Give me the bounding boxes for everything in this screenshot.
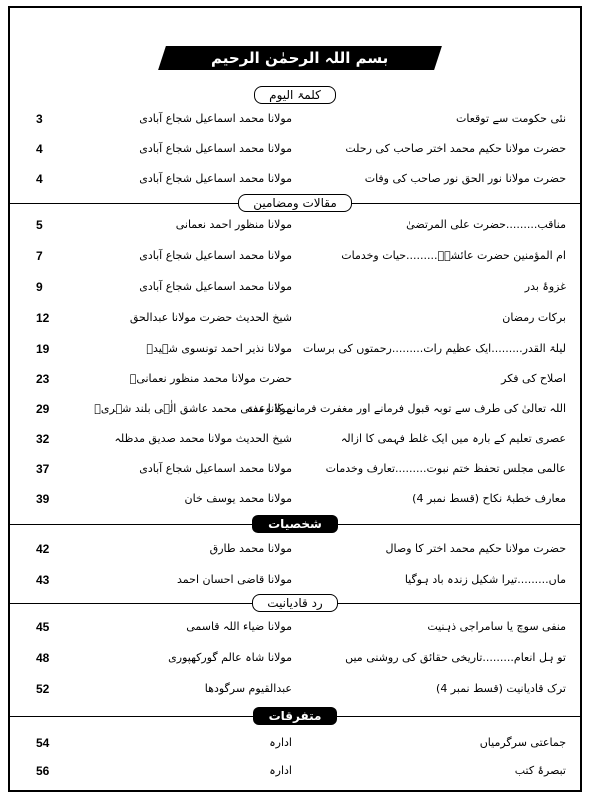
entry-author: ادارہ <box>269 764 292 777</box>
entry-title: حضرت مولانا حکیم محمد اختر کا وصال <box>385 542 566 555</box>
section-label: رد قادیانیت <box>252 594 337 612</box>
entry-author: عبدالقیوم سرگودھا <box>204 682 292 695</box>
entry-page-number: 23 <box>36 372 50 386</box>
entry-author: مولانا محمد اسماعیل شجاع آبادی <box>139 249 292 262</box>
entry-title: نئی حکومت سے توقعات <box>456 112 566 125</box>
entry-author: مولانا محمد اسماعیل شجاع آبادی <box>139 172 292 185</box>
entry-title: حضرت مولانا حکیم محمد اختر صاحب کی رحلت <box>345 142 566 155</box>
entry-title: ترک قادیانیت (قسط نمبر 4) <box>436 682 566 695</box>
bismillah-banner <box>158 46 442 70</box>
entry-title: عالمی مجلس تحفظ ختم نبوت.........تعارف وخدمات <box>325 462 566 475</box>
entry-title: مناقب.........حضرت علی المرتضیٰ <box>406 218 566 231</box>
entry-author: حضرت مولانا محمد منظور نعمانیؒ <box>129 372 292 385</box>
toc-row[interactable] <box>10 402 580 422</box>
section-header-mutafarriqat <box>10 704 580 728</box>
entry-page-number: 29 <box>36 402 50 416</box>
entry-page-number: 7 <box>36 249 43 263</box>
section-label: کلمۃ الیوم <box>254 86 336 104</box>
toc-row[interactable] <box>10 620 580 640</box>
entry-author: مولانا منظور احمد نعمانی <box>175 218 292 231</box>
entry-author: مولانا قاضی احسان احمد <box>177 573 292 586</box>
entry-author: مولانا محمد اسماعیل شجاع آبادی <box>139 142 292 155</box>
entry-page-number: 39 <box>36 492 50 506</box>
section-label: مقالات ومضامین <box>238 194 352 212</box>
entry-title: جماعتی سرگرمیاں <box>479 736 566 749</box>
entry-author: مولانا مفتی محمد عاشق الٰہی بلند شہریؒ <box>94 402 292 415</box>
entry-title: لیلۃ القدر.........ایک عظیم رات.........رحمتوں کی برسات <box>302 342 566 355</box>
toc-row[interactable] <box>10 764 580 784</box>
entry-author: مولانا محمد اسماعیل شجاع آبادی <box>139 462 292 475</box>
entry-title: اصلاح کی فکر <box>501 372 566 385</box>
entry-author: مولانا شاہ عالم گورکھپوری <box>168 651 292 664</box>
entry-page-number: 5 <box>36 218 43 232</box>
toc-row[interactable] <box>10 573 580 593</box>
entry-author: مولانا نذیر احمد تونسوی شہیدؒ <box>146 342 292 355</box>
toc-row[interactable] <box>10 492 580 512</box>
entry-author: مولانا محمد طارق <box>209 542 292 555</box>
entry-title: برکات رمضان <box>502 311 566 324</box>
entry-title: اللہ تعالیٰ کی طرف سے توبہ قبول فرمانے اور مغفرت فرمانے کا وعدہ <box>246 402 566 415</box>
toc-row[interactable] <box>10 249 580 269</box>
toc-row[interactable] <box>10 736 580 756</box>
entry-page-number: 9 <box>36 280 43 294</box>
toc-row[interactable] <box>10 280 580 300</box>
entry-title: ماں.........تیرا شکیل زندہ باد ہوگیا <box>404 573 566 586</box>
entry-title: حضرت مولانا نور الحق نور صاحب کی وفات <box>364 172 566 185</box>
entry-page-number: 19 <box>36 342 50 356</box>
entry-author: ادارہ <box>269 736 292 749</box>
entry-title: منفی سوچ یا سامراجی ذہنیت <box>427 620 566 633</box>
entry-author: مولانا ضیاء اللہ قاسمی <box>186 620 292 633</box>
entry-page-number: 54 <box>36 736 50 750</box>
entry-title: غزوۂ بدر <box>524 280 566 293</box>
toc-row[interactable] <box>10 372 580 392</box>
entry-page-number: 37 <box>36 462 50 476</box>
section-header-radd-qadianiyat <box>10 592 580 614</box>
entry-page-number: 56 <box>36 764 50 778</box>
entry-title: معارف خطبۂ نکاح (قسط نمبر 4) <box>412 492 566 505</box>
toc-row[interactable] <box>10 682 580 702</box>
toc-row[interactable] <box>10 462 580 482</box>
entry-page-number: 48 <box>36 651 50 665</box>
entry-page-number: 43 <box>36 573 50 587</box>
section-header-shakhsiyat <box>10 512 580 536</box>
entry-title: تو ہل انعام.........تاریخی حقائق کی روشنی میں <box>345 651 566 664</box>
entry-author: مولانا محمد یوسف خان <box>184 492 292 505</box>
entry-page-number: 45 <box>36 620 50 634</box>
toc-row[interactable] <box>10 651 580 671</box>
table-of-contents-page <box>8 6 582 792</box>
toc-row[interactable] <box>10 142 580 162</box>
toc-row[interactable] <box>10 172 580 192</box>
toc-row[interactable] <box>10 218 580 238</box>
entry-page-number: 32 <box>36 432 50 446</box>
toc-row[interactable] <box>10 342 580 362</box>
section-label: شخصیات <box>252 515 338 533</box>
entry-page-number: 4 <box>36 172 43 186</box>
entry-page-number: 4 <box>36 142 43 156</box>
entry-page-number: 42 <box>36 542 50 556</box>
toc-row[interactable] <box>10 311 580 331</box>
section-header-maqalat <box>10 192 580 214</box>
section-header-kalimat <box>10 84 580 106</box>
entry-page-number: 3 <box>36 112 43 126</box>
entry-page-number: 12 <box>36 311 50 325</box>
entry-title: ام المؤمنین حضرت عائشہؓ.........حیات وخدمات <box>341 249 566 262</box>
entry-author: مولانا محمد اسماعیل شجاع آبادی <box>139 112 292 125</box>
entry-page-number: 52 <box>36 682 50 696</box>
toc-row[interactable] <box>10 432 580 452</box>
entry-author: شیخ الحدیث مولانا محمد صدیق مدظلہ <box>114 432 292 445</box>
section-label: متفرقات <box>253 707 338 725</box>
entry-author: شیخ الحدیث حضرت مولانا عبدالحق <box>129 311 292 324</box>
toc-row[interactable] <box>10 112 580 132</box>
entry-title: عصری تعلیم کے بارہ میں ایک غلط فہمی کا ازالہ <box>340 432 566 445</box>
toc-row[interactable] <box>10 542 580 562</box>
entry-title: تبصرۂ کتب <box>514 764 566 777</box>
bismillah-text: بسم اللہ الرحمٰن الرحیم <box>211 49 389 67</box>
entry-author: مولانا محمد اسماعیل شجاع آبادی <box>139 280 292 293</box>
